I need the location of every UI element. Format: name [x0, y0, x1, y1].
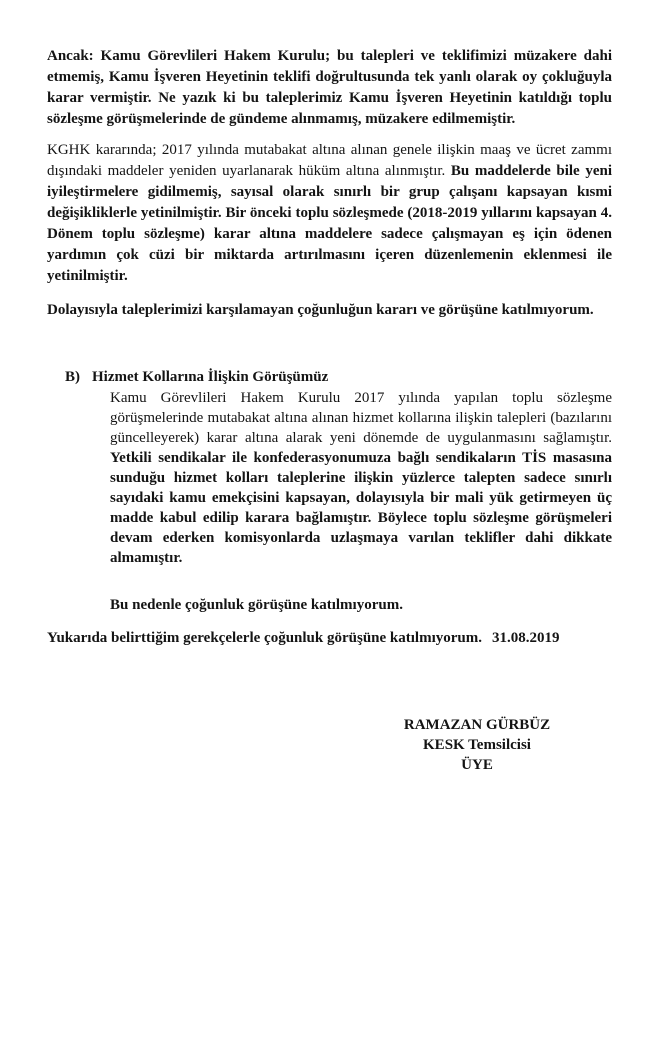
signature-role: ÜYE: [461, 757, 493, 773]
section-b-heading: [47, 367, 612, 388]
paragraph-ancak: Ancak: Kamu Görevlileri Hakem Kurulu; bu talepleri ve teklifimizi müzakere dahi etmemiş, Kamu İşveren Heyetinin teklifi doğrultusunda tek yanlı olarak oy çokluğuyla karar vermiştir. Ne yazık ki bu taleplerimiz Kamu İşveren Heyetinin katıldığı toplu sözleşme görüşmelerinde de gündeme alınmamış, müzakere edilmemiştir.: [47, 48, 612, 127]
final-statement: Yukarıda belirttiğim gerekçelerle çoğunluk görüşüne katılmıyorum.: [47, 630, 482, 646]
section-b-body: [110, 388, 612, 568]
final-statement-line: [47, 628, 612, 649]
paragraph-kghk-regular: KGHK kararında; 2017 yılında mutabakat altına alınan genele ilişkin maaş ve ücret zammı dışındaki maddeler yeniden uyarlanarak hüküm altına alınmıştır.: [47, 142, 612, 179]
paragraph-dolayisiyla: Dolayısıyla taleplerimizi karşılamayan çoğunluğun kararı ve görüşüne katılmıyorum.: [47, 302, 594, 318]
paragraph-kghk: [47, 140, 612, 287]
section-b-body-regular: Kamu Görevlileri Hakem Kurulu 2017 yılında yapılan toplu sözleşme görüşmelerinde mutabakat altına alınan hizmet kollarına ilişkin talepleri (bazılarını güncelleyerek) karar altına alarak yeni dönemde de uygulanmasını sağlamıştır.: [110, 390, 612, 446]
section-b-body-bold: Yetkili sendikalar ile konfederasyonumuza bağlı sendikaların TİS masasına sunduğu hizmet kolları taleplerine ilişkin yüzlerce talepten sadece sınırlı sayıdaki kamu emekçisini kapsayan, dolayısıyla bir mali yük getirmeyen üç madde kabul edilip karara bağlamıştır. Böylece toplu sözleşme görüşmeleri devam ederken komisyonlarda uzlaşmaya varılan teklifler dahi dikkate almamıştır.: [110, 450, 612, 566]
signature-name: RAMAZAN GÜRBÜZ: [403, 717, 551, 733]
document-date: 31.08.2019: [492, 630, 560, 646]
section-b-closing: Bu nedenle çoğunluk görüşüne katılmıyorum.: [110, 597, 403, 613]
signature-title: KESK Temsilcisi: [423, 737, 531, 753]
paragraph-kghk-bold: Bu maddelerde bile yeni iyileştirmelere gidilmemiş, sayısal olarak sınırlı bir grup çalışanı kapsayan kısmi değişikliklerle yetinilmiştir. Bir önceki toplu sözleşmede (2018-2019 yıllarını kapsayan 4. Dönem toplu sözleşme) karar altına maddelere sadece çalışmayan eş için ödenen yardımın çok cüzi bir miktarda artırılmasını içeren düzenlemenin eklenmesi ile yetinilmiştir.: [47, 163, 612, 284]
signature-block: [367, 715, 587, 775]
section-b-label: B): [65, 369, 80, 385]
section-b-title: Hizmet Kollarına İlişkin Görüşümüz: [92, 369, 329, 385]
